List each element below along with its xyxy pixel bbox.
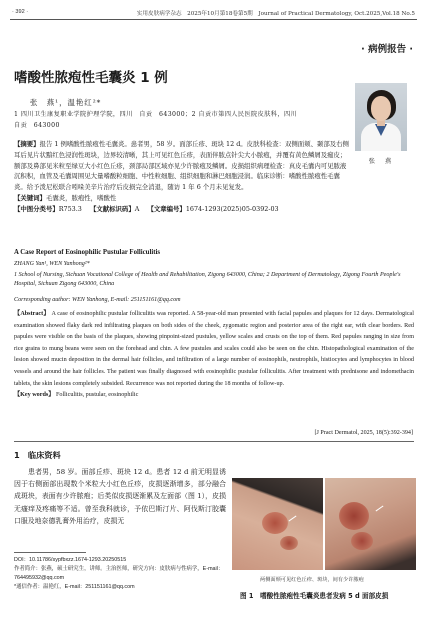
keywords-label: 【关键词】 (14, 193, 46, 202)
affiliations: 1 四川卫生康复职业学院护理学院，四川 自贡 643000；2 自贡市第四人民医院皮肤科，四川 自贡 643000 (14, 111, 304, 129)
english-title: A Case Report of Eosinophilic Pustular Folliculitis (14, 249, 161, 256)
footnote-author-info: 作者简介：张燕，硕士研究生，讲师。主治医师，研究方向：皮肤病与性病学，E-mail：764495932@qq.com (14, 566, 224, 582)
header-rule (10, 19, 417, 20)
authors: 张 燕¹，温艳红²* (30, 98, 102, 107)
clinical-text: 患者男，58 岁。面部丘疹、斑块 12 d。患者 12 d 前无明显诱因于右侧面部出现数个米粒大小红色丘疹，皮损逐渐增多，部分融合成斑块，表面有少许脓疱；后类似皮损逐渐累及左面部（图 1），皮损无瘙痒及疼痛等不适。曾至我科就诊，予依巴斯汀片、阿伐斯汀胶囊口服及地奈德乳膏外用治疗，皮损无 (14, 468, 226, 525)
corresponding-author: Corresponding author: WEN Yanhong, E-mail: 251151161@qq.com (14, 297, 181, 303)
journal-header: 实用皮肤病学杂志 2025年10月第18卷第5期 Journal of Practical Dermatology, Oct.2025,Vol.18 No.5 (136, 11, 415, 17)
chinese-abstract (14, 139, 351, 215)
footnote-corresponding: *通信作者：温艳红，E-mail：251151161@qq.com (14, 584, 135, 591)
figure-caption: 图 1 嗜酸性脓疱性毛囊炎患者发病 5 d 面部皮损 (240, 592, 389, 600)
footnote-rule (14, 552, 86, 553)
citation: [J Pract Dermatol, 2025, 18(5):392-394] (314, 430, 413, 436)
page-number: · 392 · (12, 9, 29, 15)
section-tag: · 病例报告 · (361, 44, 413, 55)
english-authors: ZHANG Yan¹, WEN Yanhong²* (14, 261, 90, 267)
en-abstract-text: A case of eosinophilic pustular folliculitis was reported. A 58-year-old man presented with facial papules and plaques for 12 days. Dermatological examination showed flaky dark red infiltrating plaques on both sides of the cheek, zygomatic region and posterior area of the right ear, with clear borders. Red papules were visible on the basis of the plaques, showing pinpoint-sized pustules, yellow scales and crusts on the top of them. Red papules ranging in size from rice grains to mung beans were seen on the forehead and chin. A few pustules and scales could also be seen on the chin. Histopathological examination of the lesion showed mucin deposition in the dermal hair follicles, and infiltration of a large number of eosinophils, neutrophils, histiocytes and lymphocytes in blood vessels and around the hair follicles. The patient was finally diagnosed with eosinophilic pustular folliculitis. After treatment with prednisone and indomethacin tablets, the skin lesions completely subsided. Recurrence was not reported during the 18 months of follow-up. (14, 311, 414, 387)
abstract-label: 【摘要】 (14, 140, 40, 148)
en-abstract-label: 【Abstract】 (14, 311, 50, 317)
face-photo-right (325, 478, 416, 570)
figure-1 (232, 478, 416, 570)
figure-note: 两侧面颊可见红色丘疹、斑块，间有少许脓疱 (260, 577, 364, 583)
section-heading: 1 临床资料 (14, 450, 61, 460)
article-title: 嗜酸性脓疱性毛囊炎 1 例 (14, 70, 168, 86)
author-photo (355, 83, 407, 151)
english-affiliations: 1 School of Nursing, Sichuan Vocational College of Health and Rehabilitation, Zigong 643000, China; 2 Department of Dermatology, Zigong Fourth People's Hospital, Sichuan Zigong 643000, China (14, 272, 401, 288)
english-abstract (14, 309, 414, 402)
abstract-text: 报告 1 例嗜酸性脓疱性毛囊炎。患者男，58 岁。面部丘疹、斑块 12 d。皮肤科检查：双侧面颊、颞部及右侧耳后见片状黯红色浸润性斑块，边界较清晰，其上可见红色丘疹，表面伴脓点针尖大小脓疱，并覆有黄色鳞屑及痂皮；额部及鼻部见米粒至绿豆大小红色丘疹，颈部局部区域亦见少许脓疱及鳞屑。皮损组织病理检查：真皮毛囊内可见脓液沉积积，血管及毛囊周围见大量嗜酸粒细胞、中性粒细胞、组织细胞和淋巴细胞浸润。临床诊断：嗜酸性脓疱性毛囊炎。给予泼尼松联合吲哚美辛片治疗后皮损完全消退，随访 1 年 6 个月未见复发。 (14, 140, 349, 192)
clc-value: R753.3 (58, 204, 82, 213)
footnote-doi: DOI：10.11786/sypfbxzz.1674-1293.20250515 (14, 557, 127, 563)
en-keywords: Folliculitis, pustular, eosinophilic (55, 392, 139, 399)
doc-code: A (134, 204, 140, 213)
section-divider (14, 441, 414, 442)
photo-caption: 张 燕 (368, 158, 394, 165)
article-no: 1674-1293(2025)05-0392-03 (185, 204, 279, 213)
running-header (0, 6, 427, 18)
article-no-label: 【文章编号】 (147, 204, 186, 213)
en-keywords-label: 【Key words】 (14, 392, 55, 399)
footnotes (14, 556, 226, 592)
face-photo-left (232, 478, 323, 570)
keywords: 毛囊炎，脓疱性，嗜酸性 (45, 193, 117, 202)
clc-label: 【中图分类号】 (14, 204, 59, 213)
doc-code-label: 【文献标识码】 (89, 204, 135, 213)
